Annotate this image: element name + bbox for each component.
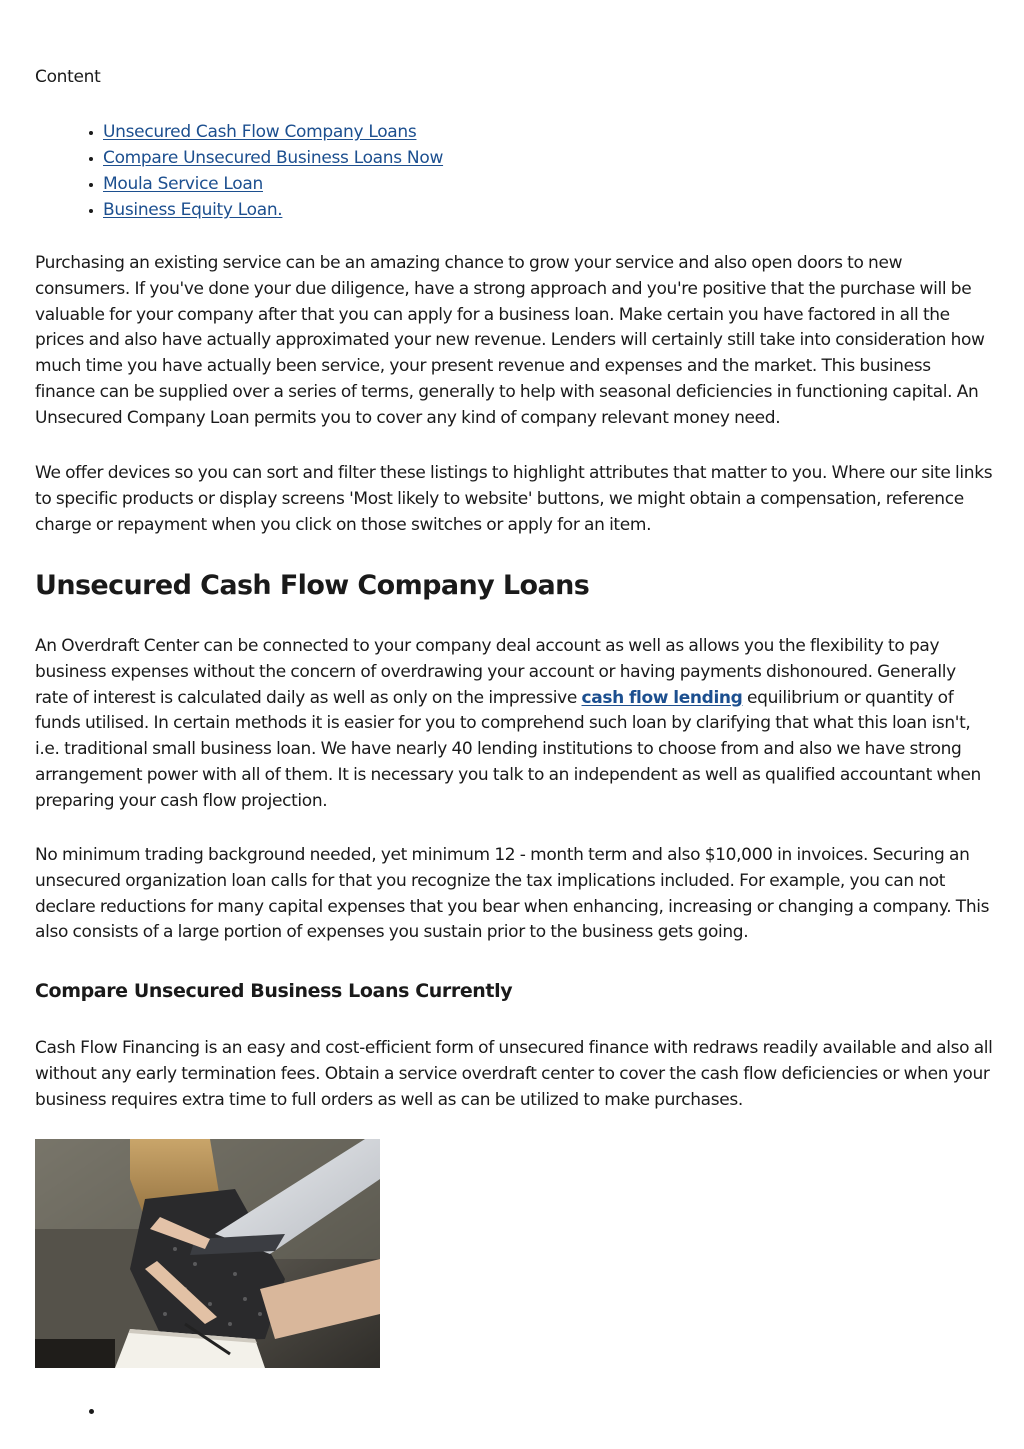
paragraph-overdraft-text-a: An Overdraft Center can be connected to your company deal account as well as allows you the flexibility to pay business expenses without the concern of overdrawing your account or having payments dishonoured. Generally rate of interest is calculated daily as well as only on the impressive	[35, 636, 956, 708]
toc-link-unsecured-cash-flow[interactable]: Unsecured Cash Flow Company Loans	[103, 122, 417, 142]
toc-link-business-equity[interactable]: Business Equity Loan.	[103, 200, 283, 220]
section-heading-compare-unsecured: Compare Unsecured Business Loans Currently	[35, 980, 513, 1002]
toc-item	[35, 145, 443, 171]
paragraph-devices: We offer devices so you can sort and filter these listings to highlight attributes that matter to you. Where our site links to specific products or display screens 'Most likely to website' buttons, we might obtain a compensation, reference charge or repayment when you click on those switches or apply for an item.	[35, 463, 993, 535]
toc-link-moula-service[interactable]: Moula Service Loan	[103, 174, 263, 194]
toc-item	[35, 197, 443, 223]
paragraph-overdraft	[35, 634, 993, 815]
cash-flow-lending-link[interactable]: cash flow lending	[581, 687, 743, 708]
toc-item	[35, 119, 443, 145]
section-heading-unsecured-cash-flow: Unsecured Cash Flow Company Loans	[35, 570, 590, 601]
photo-illustration	[35, 1139, 380, 1368]
paragraph-cash-flow-financing: Cash Flow Financing is an easy and cost-efficient form of unsecured finance with redraws readily available and also all without any early termination fees. Obtain a service overdraft center to cover the cash flow deficiencies or when your business requires extra time to full orders as well as can be utilized to make purchases.	[35, 1038, 993, 1110]
table-of-contents	[35, 119, 443, 223]
paragraph-overdraft-text-b: equilibrium or quantity of funds utilised. In certain methods it is easier for you to comprehend such loan by clarifying that what this loan isn't, i.e. traditional small business loan. We have nearly 40 lending institutions to choose from and also we have strong arrangement power with all of them. It is necessary you talk to an independent as well as qualified accountant when preparing your cash flow projection.	[35, 687, 981, 811]
woman-with-laptop-photo	[35, 1139, 380, 1368]
toc-item	[35, 171, 443, 197]
toc-link-compare-unsecured[interactable]: Compare Unsecured Business Loans Now	[103, 148, 444, 168]
toc-title: Content	[35, 67, 101, 87]
list-bullet	[89, 1409, 94, 1414]
paragraph-trading-background: No minimum trading background needed, yet minimum 12 - month term and also $10,000 in invoices. Securing an unsecured organization loan calls for that you recognize the tax implications included. For example, you can not declare reductions for many capital expenses that you bear when enhancing, increasing or changing a company. This also consists of a large portion of expenses you sustain prior to the business gets going.	[35, 845, 990, 943]
paragraph-intro: Purchasing an existing service can be an amazing chance to grow your service and also open doors to new consumers. If you've done your due diligence, have a strong approach and you're positive that the purchase will be valuable for your company after that you can apply for a business loan. Make certain you have factored in all the prices and also have actually approximated your new revenue. Lenders will certainly still take into consideration how much time you have actually been service, your present revenue and expenses and the market. This business finance can be supplied over a series of terms, generally to help with seasonal deficiencies in functioning capital. An Unsecured Company Loan permits you to cover any kind of company relevant money need.	[35, 253, 985, 428]
